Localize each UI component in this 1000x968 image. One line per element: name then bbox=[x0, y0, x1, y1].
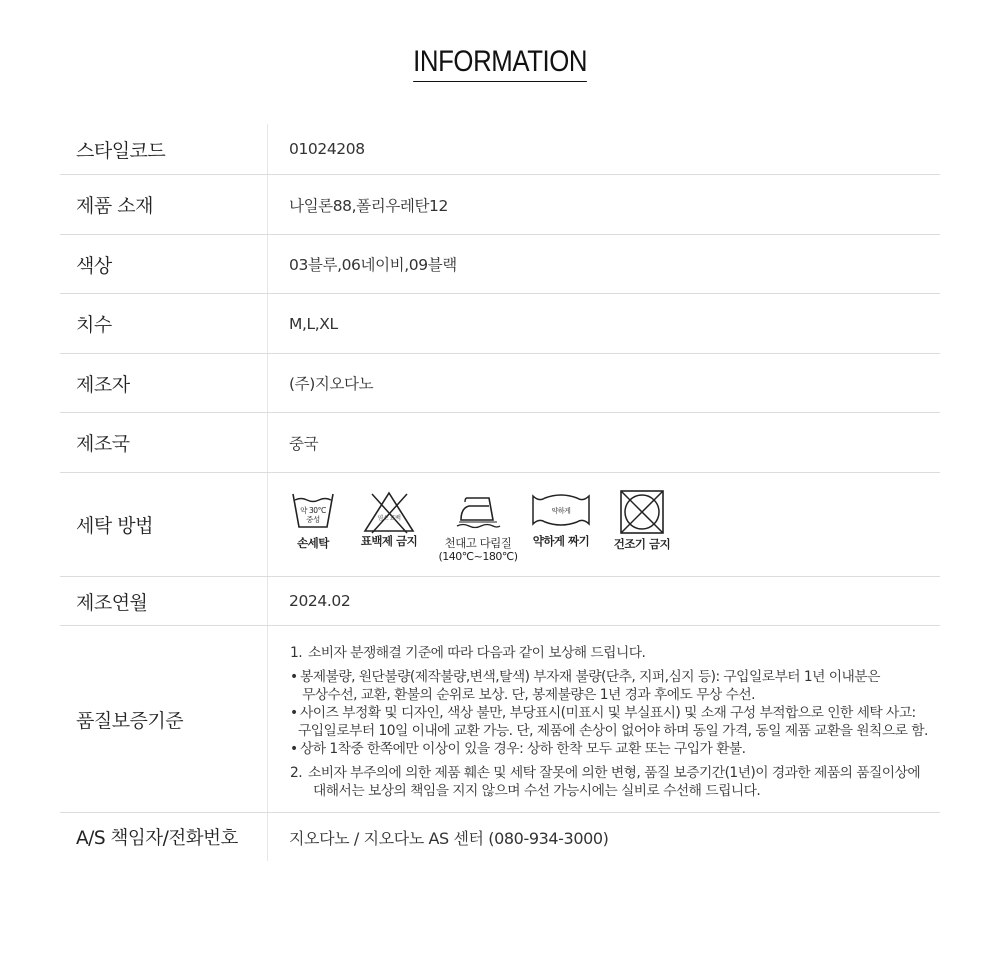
row-value: 03블루,06네이비,09블랙 bbox=[289, 256, 457, 274]
item-number: 1. bbox=[290, 645, 303, 661]
row-label: 세탁 방법 bbox=[60, 473, 268, 576]
no-bleach-icon bbox=[363, 490, 415, 534]
wash-item-no-bleach bbox=[360, 492, 418, 548]
row-origin bbox=[60, 413, 940, 473]
row-label: 스타일코드 bbox=[60, 124, 268, 174]
row-label: 색상 bbox=[60, 235, 268, 293]
row-wash bbox=[60, 473, 940, 577]
no-tumble-dry-icon bbox=[619, 489, 665, 535]
bullet-line: 구입일로부터 10일 이내에 교환 가능. 단, 제품에 손상이 없어야 하며 동일 가격, 동일 제품 교환을 원칙으로 함. bbox=[298, 723, 928, 739]
wash-caption: 천대고 다림질 bbox=[444, 536, 512, 550]
row-style-code bbox=[60, 124, 940, 175]
quality-item-1 bbox=[290, 644, 928, 662]
wash-item-no-dryer bbox=[612, 492, 672, 551]
wash-caption: 건조기 금지 bbox=[613, 537, 671, 551]
item-line: 소비자 부주의에 의한 제품 훼손 및 세탁 잘못에 의한 변형, 품질 보증기간(1년)이 경과한 제품의 품질이상에 bbox=[308, 765, 921, 781]
gentle-wring-icon bbox=[531, 492, 591, 528]
row-value: 나일론88,폴리우레탄12 bbox=[289, 196, 448, 215]
row-size bbox=[60, 294, 940, 354]
row-value: (주)지오다노 bbox=[289, 375, 374, 393]
row-value: 지오다노 / 지오다노 AS 센터 (080-934-3000) bbox=[289, 828, 609, 848]
row-value: M,L,XL bbox=[289, 314, 338, 333]
page-title: INFORMATION bbox=[413, 44, 587, 82]
wring-text: 약하게 bbox=[551, 507, 571, 515]
wash-caption: 약하게 짜기 bbox=[532, 534, 590, 548]
row-label: 제조국 bbox=[60, 413, 268, 472]
quality-bullet: • 사이즈 부정확 및 디자인, 색상 불만, 부당표시(미표시 및 부실표시) 및 소재 구성 부적합으로 인한 세탁 사고: 구입일로부터 10일 이내에 교환 가능. 단, 제품에 손상이 없어야 하며 동일 가격, 동일 제품 교환을 원칙으로 함. bbox=[290, 705, 928, 739]
row-label: 품질보증기준 bbox=[60, 626, 268, 812]
wash-item-hand-wash bbox=[284, 492, 342, 550]
wash-neutral-text: 중성 bbox=[306, 515, 320, 524]
iron-cloth-icon bbox=[453, 492, 503, 530]
row-maker bbox=[60, 354, 940, 413]
wash-temp-text: 약 30°C bbox=[300, 506, 326, 515]
bullet-line: 무상수선, 교환, 환불의 순위로 보상. 단, 봉제불량은 1년 경과 후에도 무상 수선. bbox=[302, 687, 755, 703]
row-value bbox=[268, 473, 940, 576]
bullet-line: 봉제불량, 원단불량(제작불량,변색,탈색) 부자재 불량(단추, 지퍼,심지 등): 구입일로부터 1년 이내분은 bbox=[300, 669, 880, 685]
quality-item-2 bbox=[290, 764, 928, 800]
wash-caption: 표백제 금지 bbox=[360, 534, 418, 548]
page-title-wrap bbox=[0, 44, 1000, 82]
wash-caption: 손세탁 bbox=[297, 536, 329, 550]
row-label: 제품 소재 bbox=[60, 175, 268, 234]
row-as bbox=[60, 813, 940, 861]
quality-bullet: • 상하 1착중 한쪽에만 이상이 있을 경우: 상하 한착 모두 교환 또는 구입가 환불. bbox=[290, 741, 746, 757]
wash-item-wring bbox=[530, 492, 592, 548]
row-value: 중국 bbox=[289, 434, 319, 453]
bleach-text: 염소 표백 bbox=[377, 515, 401, 522]
row-label: 제조연월 bbox=[60, 577, 268, 625]
row-label: 치수 bbox=[60, 294, 268, 353]
quality-bullet: • 봉제불량, 원단불량(제작불량,변색,탈색) 부자재 불량(단추, 지퍼,심지 등): 구입일로부터 1년 이내분은 무상수선, 교환, 환불의 순위로 보상. 단, 봉제불량은 1년 경과 후에도 무상 수선. bbox=[290, 669, 880, 703]
item-line: 대해서는 보상의 책임을 지지 않으며 수선 가능시에는 실비로 수선해 드립니다. bbox=[313, 783, 761, 799]
item-number: 2. bbox=[290, 765, 303, 781]
row-quality bbox=[60, 626, 940, 813]
bullet-line: 상하 1착중 한쪽에만 이상이 있을 경우: 상하 한착 모두 교환 또는 구입가 환불. bbox=[300, 741, 746, 757]
row-label: A/S 책임자/전화번호 bbox=[60, 813, 268, 861]
row-date bbox=[60, 577, 940, 626]
row-value: 01024208 bbox=[289, 140, 365, 158]
info-table bbox=[60, 124, 940, 861]
bullet-line: 사이즈 부정확 및 디자인, 색상 불만, 부당표시(미표시 및 부실표시) 및 소재 구성 부적합으로 인한 세탁 사고: bbox=[300, 705, 916, 721]
row-value bbox=[268, 626, 940, 812]
hand-wash-icon bbox=[291, 492, 335, 530]
wash-icons bbox=[284, 486, 672, 563]
quality-text bbox=[290, 642, 928, 800]
row-material bbox=[60, 175, 940, 235]
item-text: 소비자 분쟁해결 기준에 따라 다음과 같이 보상해 드립니다. bbox=[308, 645, 646, 661]
row-label: 제조자 bbox=[60, 354, 268, 412]
wash-sub-caption: (140℃~180℃) bbox=[438, 550, 518, 563]
row-color bbox=[60, 235, 940, 294]
row-value: 2024.02 bbox=[289, 592, 351, 610]
wash-item-iron bbox=[438, 492, 518, 563]
